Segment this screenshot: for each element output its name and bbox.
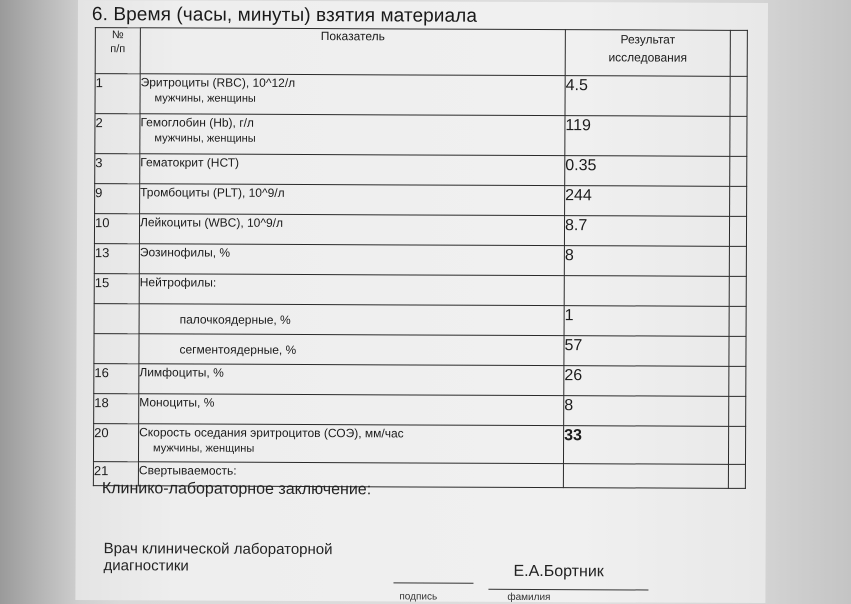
row-extra-cell	[728, 426, 745, 464]
indicator-label: палочкоядерные, %	[179, 311, 291, 327]
table-row	[95, 184, 747, 217]
row-result: 8.7	[564, 216, 729, 247]
table-row	[94, 274, 746, 307]
lab-results-table	[93, 27, 748, 489]
indicator-label: сегментоядерные, %	[179, 341, 297, 357]
row-extra-cell	[729, 216, 746, 246]
row-indicator	[139, 334, 564, 366]
row-result	[564, 276, 729, 307]
row-indicator	[139, 304, 564, 336]
table-row	[94, 334, 746, 367]
row-extra-cell	[729, 306, 746, 336]
table-row	[93, 424, 745, 465]
indicator-label: Тромбоциты (PLT), 10^9/л	[140, 185, 285, 200]
row-indicator	[138, 424, 563, 464]
row-extra-cell	[730, 186, 747, 216]
row-number	[94, 334, 139, 364]
indicator-label: Свертываемость:	[138, 463, 237, 478]
row-indicator	[140, 74, 565, 116]
row-indicator	[139, 364, 564, 396]
row-indicator	[140, 114, 565, 156]
row-extra-cell	[730, 116, 747, 156]
name-caption: фамилия	[507, 591, 551, 604]
row-number: 21	[93, 462, 138, 486]
row-number: 9	[95, 184, 140, 214]
header-number: № п/п	[95, 28, 140, 74]
row-extra-cell	[729, 336, 746, 366]
row-indicator	[139, 394, 564, 426]
table-row	[94, 244, 746, 277]
table-row	[94, 394, 746, 427]
row-result: 1	[564, 306, 729, 337]
table-row	[94, 364, 746, 397]
row-extra-cell	[729, 246, 746, 276]
row-number: 3	[95, 154, 140, 184]
indicator-label: Эозинофилы, %	[139, 245, 231, 260]
header-indicator: Показатель	[140, 28, 565, 76]
row-extra-cell	[729, 396, 746, 426]
row-number: 16	[94, 364, 139, 394]
indicator-label: Нейтрофилы:	[139, 275, 217, 290]
row-indicator	[139, 214, 564, 246]
row-number: 1	[95, 74, 140, 114]
row-number: 20	[93, 424, 138, 462]
row-extra-cell	[730, 76, 747, 116]
row-result: 244	[565, 186, 730, 217]
table-row	[95, 154, 747, 187]
indicator-label: Эритроциты (RBC), 10^12/л	[140, 75, 296, 90]
row-number: 13	[94, 244, 139, 274]
row-number: 15	[94, 274, 139, 304]
doctor-title-line1: Врач клинической лабораторной	[103, 540, 333, 559]
table-row	[94, 214, 746, 247]
table-row	[95, 74, 747, 117]
row-indicator	[139, 244, 564, 276]
row-indicator	[140, 184, 565, 216]
row-indicator	[140, 154, 565, 186]
row-result: 8	[564, 396, 729, 427]
table-row	[95, 114, 747, 157]
row-result: 119	[565, 116, 730, 157]
row-extra-cell	[730, 156, 747, 186]
indicator-label: Гематокрит (НСТ)	[140, 155, 240, 170]
doctor-name: Е.А.Бортник	[513, 562, 604, 581]
indicator-sublabel: мужчины, женщины	[153, 442, 255, 455]
indicator-label: Моноциты, %	[139, 395, 215, 410]
row-indicator	[139, 274, 564, 306]
indicator-label: Лейкоциты (WBC), 10^9/л	[140, 215, 284, 230]
doctor-title-line2: диагностики	[103, 557, 189, 575]
table-header-row	[95, 28, 747, 77]
table-row	[94, 304, 746, 337]
row-number	[94, 304, 139, 334]
doctor-title	[103, 540, 332, 575]
row-result: 33	[563, 426, 728, 465]
name-line	[488, 589, 648, 591]
row-result	[563, 464, 728, 489]
row-result: 0.35	[565, 156, 730, 187]
row-number: 18	[94, 394, 139, 424]
conclusion-label: Клинико-лабораторное заключение:	[101, 480, 372, 499]
signature-caption: подпись	[399, 591, 438, 603]
row-extra-cell	[729, 366, 746, 396]
signature-line	[393, 582, 473, 583]
row-extra-cell	[729, 276, 746, 306]
row-result: 26	[564, 366, 729, 397]
header-extra-cell	[730, 30, 747, 76]
row-result: 4.5	[565, 76, 730, 117]
row-number: 10	[94, 214, 139, 244]
indicator-label: Гемоглобин (Hb), г/л	[140, 115, 254, 130]
indicator-sublabel: мужчины, женщины	[154, 132, 256, 145]
lab-report-page	[75, 0, 768, 603]
row-number: 2	[95, 114, 140, 154]
row-extra-cell	[728, 464, 745, 488]
section-heading: 6. Время (часы, минуты) взятия материала	[91, 4, 478, 27]
indicator-sublabel: мужчины, женщины	[154, 92, 256, 105]
row-result: 57	[564, 336, 729, 367]
header-result: Результат исследования	[565, 30, 730, 77]
indicator-label: Лимфоциты, %	[139, 365, 224, 380]
indicator-label: Скорость оседания эритроцитов (СОЭ), мм/час	[139, 425, 404, 441]
row-result: 8	[564, 246, 729, 277]
